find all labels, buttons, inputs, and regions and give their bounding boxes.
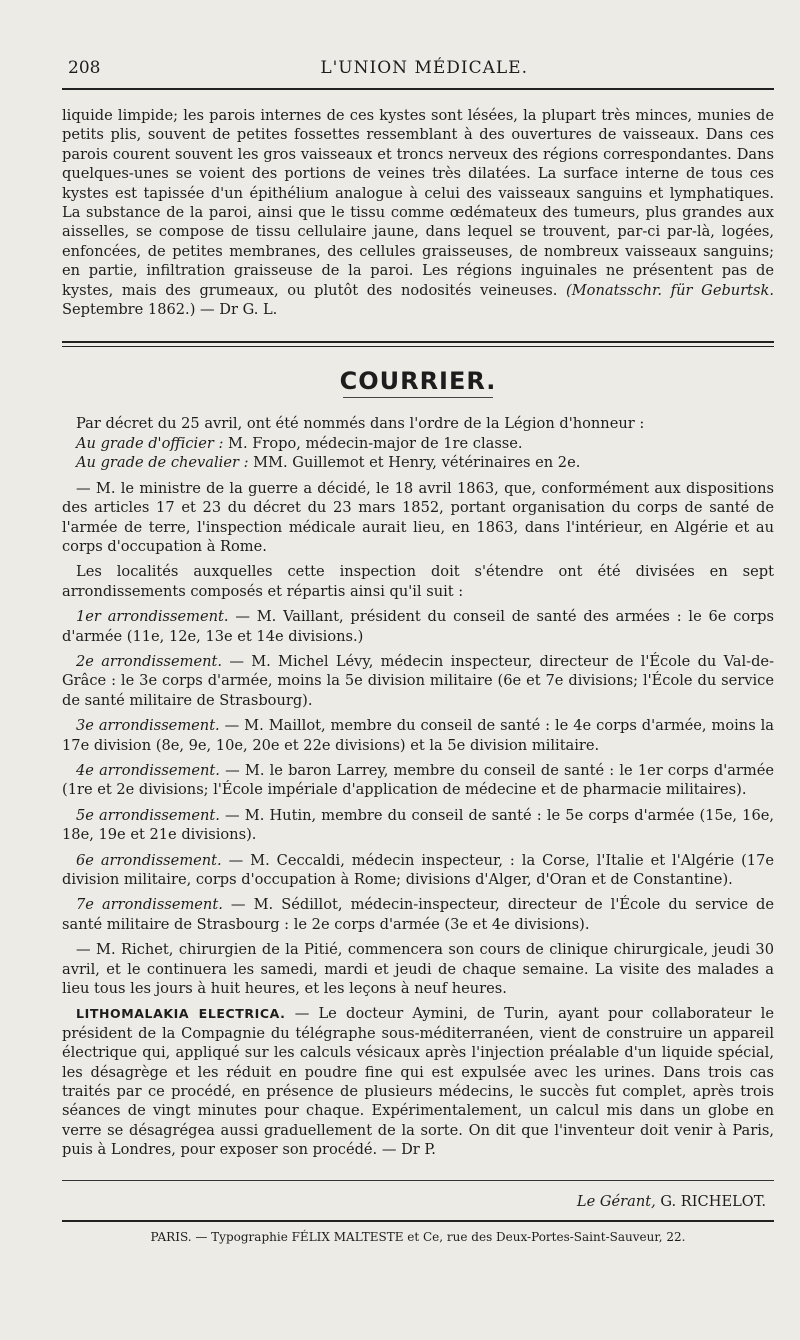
gerant-label: Le Gérant,: [576, 1192, 656, 1210]
header-rule: [62, 88, 774, 90]
arrondissement-label: 7e arrondissement.: [76, 896, 223, 914]
arrondissements-list: [62, 607, 774, 934]
citation-journal: (Monatsschr. für Geburtsk.: [566, 281, 775, 299]
gerant-name: G. RICHELOT.: [660, 1192, 766, 1210]
article-text: liquide limpide; les parois internes de ces kystes sont lésées, la plupart très minces, munies de petits plis, souvent de petites fossettes ressemblant à des ouvertures de vaisseaux. Dans ces parois courent souvent les gros vaisseaux et troncs nerveux des régions correspondantes. Dans quelques-unes se voient des portions de veines très dilatées. La surface interne de tous ces kystes est tapissée d'un épithélium analogue à celui des vaisseaux sanguins et lymphatiques. La substance de la paroi, ainsi que le tissu comme œdémateux des tumeurs, plus grandes aux aisselles, se compose de tissu cellulaire jaune, dans lequel se trouvent, par-ci par-là, logées, enfoncées, de petites membranes, des cellules graisseuses, de nombreux vaisseaux sanguins; en partie, infiltration graisseuse de la paroi. Les régions inguinales ne présentent pas de kystes, mais des grumeaux, ou plutôt des nodosités veineuses.: [62, 107, 774, 299]
chevalier-line: [62, 453, 774, 472]
officier-line: [62, 434, 774, 453]
document-page: [62, 58, 774, 1244]
courrier-heading: COURRIER.: [339, 367, 497, 396]
arrondissement-label: 6e arrondissement.: [76, 851, 222, 869]
arrondissement-text: — M. le baron Larrey, membre du conseil de santé : le 1er corps d'armée (1re et 2e divisions; l'École impériale d'application de médecine et de pharmacie militaires).: [62, 761, 774, 799]
chevalier-text: MM. Guillemot et Henry, vétérinaires en 2e.: [253, 454, 581, 472]
richet-paragraph: — M. Richet, chirurgien de la Pitié, commencera son cours de clinique chirurgicale, jeudi 30 avril, et le continuera les samedi, mardi et jeudi de chaque semaine. La visite des malades a lieu tous les jours à huit heures, et les leçons à neuf heures.: [62, 941, 774, 998]
arrondissement-label: 5e arrondissement.: [76, 806, 220, 824]
decree-intro: Par décret du 25 avril, ont été nommés dans l'ordre de la Légion d'honneur :: [76, 415, 645, 433]
arrondissement-item: [62, 607, 774, 646]
printer-imprint: PARIS. — Typographie FÉLIX MALTESTE et Ce, rue des Deux-Portes-Saint-Sauveur, 22.: [150, 1229, 686, 1244]
arrondissement-text: — M. Michel Lévy, médecin inspecteur, directeur de l'École du Val-de-Grâce : le 3e corps d'armée, moins la 5e division militaire (6e et 7e divisions; l'École du service de santé militaire de Strasbourg).: [62, 652, 774, 709]
lithomalakia-text: — Le docteur Aymini, de Turin, ayant pour collaborateur le président de la Compagnie du télégraphe sous-méditerranéen, vient de construire un appareil électrique qui, appliqué sur les calculs vésicaux après l'injection préalable d'un liquide spécial, les désagrège et les réduit en poudre fine qui est expulsée avec les urines. Dans trois cas traités par ce procédé, en présence de plusieurs médecins, le succès fut complet, après trois séances de vingt minutes pour chaque. Expérimentalement, un calcul mis dans un globe en verre se désagrégea aussi graduellement de la sorte. On dit que l'inventeur doit venir à Paris, puis à Londres, pour exposer son procédé. — Dr P.: [62, 1005, 774, 1159]
arrondissement-label: 2e arrondissement.: [76, 652, 223, 670]
arrondissement-item: [62, 761, 774, 800]
arrondissement-label: 4e arrondissement.: [76, 761, 220, 779]
arrondissement-item: [62, 652, 774, 710]
arrondissement-text: — M. Sédillot, médecin-inspecteur, directeur de l'École du service de santé militaire de Strasbourg : le 2e corps d'armée (3e et 4e divisions).: [62, 896, 775, 933]
arrondissement-text: — M. Maillot, membre du conseil de santé : le 4e corps d'armée, moins la 17e division (8e, 9e, 10e, 20e et 22e divisions) et la 5e division militaire.: [62, 717, 774, 754]
chevalier-label: Au grade de chevalier :: [76, 454, 249, 472]
arrondissement-item: [62, 895, 774, 934]
arrondissement-label: 3e arrondissement.: [76, 717, 220, 735]
article-continuation: [62, 106, 774, 319]
gerant-signature: [62, 1193, 774, 1210]
footer-rule: [62, 1180, 774, 1181]
arrondissement-item: [62, 851, 774, 890]
localites-paragraph: Les localités auxquelles cette inspection doit s'étendre ont été divisées en sept arrondissements composés et répartis ainsi qu'il suit :: [62, 563, 774, 600]
lithomalakia-paragraph: [62, 1004, 774, 1159]
officier-label: Au grade d'officier :: [76, 434, 224, 452]
citation-detail: Septembre 1862.) — Dr G. L.: [62, 301, 278, 319]
ministre-paragraph: — M. le ministre de la guerre a décidé, le 18 avril 1863, que, conformément aux dispositions des articles 17 et 23 du décret du 23 mars 1852, portant organisation du corps de santé de l'armée de terre, l'inspection médicale aurait lieu, en 1863, dans l'intérieur, en Algérie et au corps d'occupation à Rome.: [62, 479, 774, 555]
page-number: 208: [68, 58, 101, 78]
heading-underline: [343, 397, 493, 398]
arrondissement-text: — M. Hutin, membre du conseil de santé : le 5e corps d'armée (15e, 16e, 18e, 19e et 21e divisions).: [62, 806, 775, 844]
arrondissement-item: [62, 716, 774, 755]
page-header: [62, 58, 774, 82]
article-paragraph: [62, 106, 774, 319]
printer-rule: [62, 1220, 774, 1222]
arrondissement-label: 1er arrondissement.: [76, 608, 229, 626]
lithomalakia-lead: LITHOMALAKIA ELECTRICA.: [76, 1006, 286, 1022]
arrondissement-text: — M. Vaillant, président du conseil de santé des armées : le 6e corps d'armée (11e, 12e, 13e et 14e divisions.): [62, 608, 774, 645]
journal-title: L'UNION MÉDICALE.: [320, 58, 528, 78]
arrondissement-item: [62, 806, 774, 845]
officier-text: M. Fropo, médecin-major de 1re classe.: [228, 434, 523, 452]
arrondissement-text: — M. Ceccaldi, médecin inspecteur, : la Corse, l'Italie et l'Algérie (17e division militaire, corps d'occupation à Rome; divisions d'Alger, d'Oran et de Constantine).: [62, 851, 775, 888]
section-divider: [62, 341, 774, 347]
